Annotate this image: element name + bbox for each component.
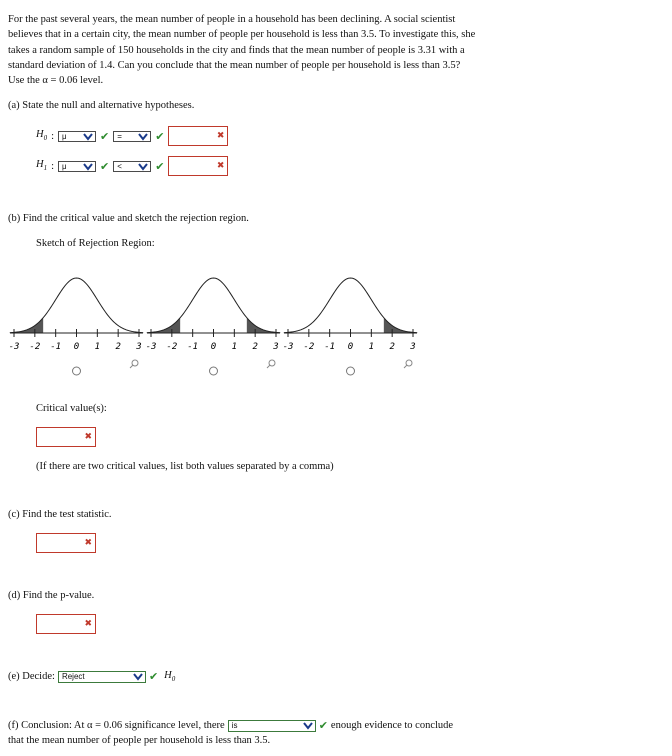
sketch-radio-button: [73, 367, 81, 375]
critical-label: Critical value(s):: [36, 403, 107, 414]
h0-relation-select[interactable]: [113, 131, 151, 142]
h1-value-input[interactable]: [168, 156, 228, 176]
tick-label: -3: [145, 342, 157, 352]
part-c-label: (c) Find the test statistic.: [8, 509, 112, 520]
check-icon: ✔: [155, 129, 165, 143]
decision-select[interactable]: [58, 671, 146, 683]
part-b-label: (b) Find the critical value and sketch the rejection region.: [8, 213, 249, 224]
magnifier-icon: [404, 360, 412, 368]
conclusion-choice: is: [231, 721, 238, 730]
check-icon: ✔: [155, 159, 165, 173]
check-icon: ✔: [318, 719, 328, 732]
magnifier-icon: [130, 360, 138, 368]
chevron-down-icon: [82, 132, 94, 141]
normal-curve-sketch-left: [9, 278, 144, 375]
tick-label: -2: [166, 342, 178, 352]
h0-value-input[interactable]: [168, 126, 228, 146]
tick-label: 3: [136, 342, 142, 352]
tick-label: -2: [29, 342, 41, 352]
rejection-region-shade: [10, 318, 43, 333]
h0-param-value: μ: [62, 131, 67, 141]
part-e-row: [8, 670, 175, 683]
rejection-sketch-graphics: [8, 268, 438, 378]
h1-sub: 1: [43, 164, 48, 173]
tick-label: -2: [303, 342, 315, 352]
tick-label: -1: [50, 342, 62, 352]
tick-label: 3: [410, 342, 416, 352]
tick-label: -1: [324, 342, 336, 352]
h0-relation-value: =: [117, 131, 122, 141]
wrong-icon: ✖: [84, 432, 92, 442]
check-icon: ✔: [148, 670, 159, 684]
h1-relation-select[interactable]: [113, 161, 151, 172]
h1-param-select[interactable]: [58, 161, 96, 172]
normal-curve-sketch-two: [146, 278, 281, 375]
h0-decision-sub: 0: [171, 675, 176, 684]
chevron-down-icon: [132, 672, 144, 681]
test-statistic-input[interactable]: [36, 533, 96, 553]
normal-curve-sketch-right: [283, 278, 418, 375]
tick-label: 0: [210, 342, 217, 352]
normal-curve: [147, 278, 280, 333]
part-d-label: (d) Find the p-value.: [8, 590, 95, 601]
rejection-region-shade: [247, 318, 280, 333]
tick-label: 2: [389, 342, 395, 352]
critical-value-input[interactable]: [36, 427, 96, 447]
check-icon: ✔: [100, 159, 110, 173]
tick-label: -1: [187, 342, 199, 352]
tick-label: 3: [273, 342, 279, 352]
part-f-row: [8, 719, 453, 732]
wrong-icon: ✖: [216, 161, 225, 171]
h1-symbol: H: [36, 159, 44, 171]
tick-label: -3: [8, 342, 20, 352]
wrong-icon: ✖: [84, 538, 92, 548]
tick-label: 0: [347, 342, 354, 352]
sketch-radio-button: [347, 367, 355, 375]
tick-label: 1: [231, 342, 238, 352]
h1-colon: :: [51, 160, 55, 172]
check-icon: ✔: [100, 129, 110, 143]
h0-colon: :: [51, 130, 55, 142]
tick-label: 1: [368, 342, 375, 352]
normal-curve: [10, 278, 143, 333]
h0-sub: 0: [43, 134, 48, 143]
h0-symbol: H: [36, 129, 44, 141]
h0-decision-symbol: H: [164, 670, 172, 681]
conclusion-suffix: enough evidence to conclude: [330, 720, 454, 731]
chevron-down-icon: [82, 162, 94, 171]
rejection-region-shade: [147, 318, 180, 333]
tick-label: 0: [73, 342, 80, 352]
magnifier-icon: [267, 360, 275, 368]
chevron-down-icon: [137, 162, 149, 171]
h0-row: [36, 126, 228, 146]
h0-param-select[interactable]: [58, 131, 96, 142]
sketch-radio-button: [210, 367, 218, 375]
question-text: For the past several years, the mean number of people in a household has been declining. A social scientist believes that in a certain city, the mean number of people per household is less than 3.5. To investigate this, she takes a random sample of 150 households in the city and finds that the mean number of people is 3.31 with a standard deviation of 1.4. Can you conclude that the mean number of people per household is less than 3.5? Use the α = 0.06 level.: [8, 14, 476, 87]
wrong-icon: ✖: [84, 619, 92, 629]
part-a-label: (a) State the null and alternative hypotheses.: [8, 100, 195, 111]
rejection-sketches: [8, 268, 438, 378]
wrong-icon: ✖: [216, 131, 225, 141]
tick-label: 2: [115, 342, 121, 352]
conclusion-select[interactable]: [228, 720, 316, 732]
chevron-down-icon: [137, 132, 149, 141]
critical-hint: (If there are two critical values, list both values separated by a comma): [36, 461, 334, 472]
part-e-label: (e) Decide:: [8, 671, 55, 683]
rejection-region-shade: [384, 318, 417, 333]
p-value-input[interactable]: [36, 614, 96, 634]
conclusion-line2: that the mean number of people per household is less than 3.5.: [8, 735, 271, 746]
tick-label: 1: [94, 342, 101, 352]
decision-value: Reject: [61, 672, 85, 682]
h1-param-value: μ: [62, 161, 67, 171]
tick-label: -3: [282, 342, 294, 352]
sketch-label: Sketch of Rejection Region:: [36, 238, 155, 249]
chevron-down-icon: [302, 721, 314, 730]
normal-curve: [284, 278, 417, 333]
conclusion-prefix: (f) Conclusion: At α = 0.06 significance level, there: [8, 720, 225, 731]
tick-label: 2: [252, 342, 258, 352]
h1-relation-value: <: [117, 161, 122, 171]
h1-row: [36, 156, 228, 176]
